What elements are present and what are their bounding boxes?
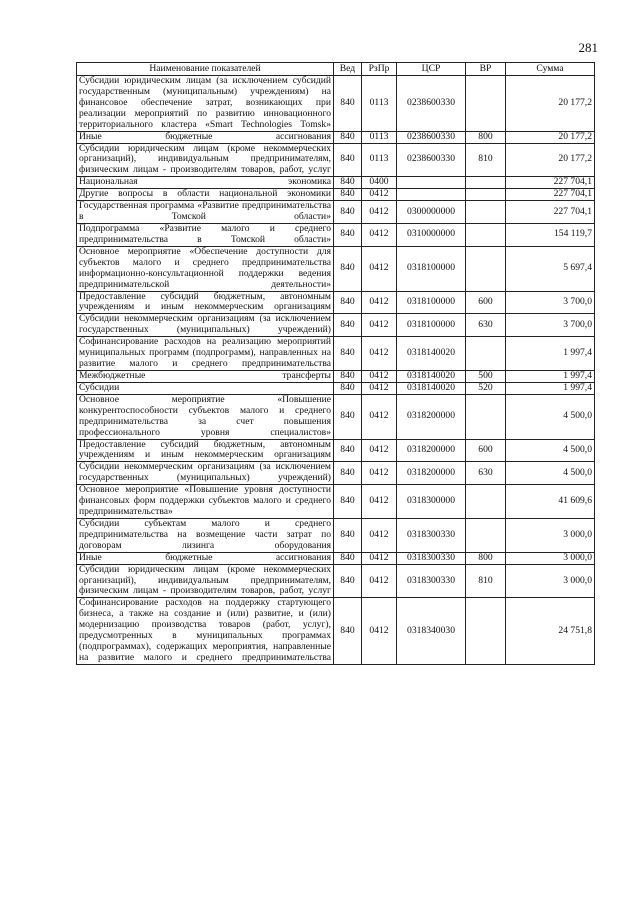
table-row — [77, 189, 595, 201]
cell-ved: 840 — [334, 131, 362, 143]
table-row — [77, 143, 595, 177]
cell-rzpr: 0412 — [362, 337, 397, 371]
cell-csr — [397, 177, 466, 189]
cell-vr: 520 — [466, 382, 506, 394]
cell-ved: 840 — [334, 439, 362, 462]
cell-ved: 840 — [334, 382, 362, 394]
table-row — [77, 131, 595, 143]
cell-sum: 3 000,0 — [506, 564, 595, 598]
cell-csr: 0238600330 — [397, 131, 466, 143]
cell-rzpr: 0412 — [362, 314, 397, 337]
cell-rzpr: 0412 — [362, 370, 397, 382]
cell-ved: 840 — [334, 314, 362, 337]
cell-vr: 630 — [466, 462, 506, 485]
cell-rzpr: 0412 — [362, 518, 397, 552]
cell-sum: 1 997,4 — [506, 370, 595, 382]
cell-sum: 227 704,1 — [506, 201, 595, 224]
cell-sum: 5 697,4 — [506, 246, 595, 291]
cell-name: Субсидии — [77, 382, 334, 394]
cell-csr: 0318340030 — [397, 598, 466, 665]
table-row — [77, 177, 595, 189]
cell-ved: 840 — [334, 337, 362, 371]
cell-sum: 20 177,2 — [506, 76, 595, 132]
cell-csr: 0318200000 — [397, 462, 466, 485]
cell-sum: 20 177,2 — [506, 131, 595, 143]
cell-vr — [466, 177, 506, 189]
cell-name: Субсидии юридическим лицам (кроме некоммерческих организаций), индивидуальным предпринимателям, физическим лицам - производителям товаров, работ, услуг — [77, 564, 334, 598]
header-ved: Вед — [334, 63, 362, 76]
cell-name: Субсидии юридическим лицам (за исключением субсидий государственным (муниципальным) учреждениям) на финансовое обеспечение затрат, возникающих при реализации мероприятий по развитию инновационного территориального кластера «Smart Technologies Tomsk» — [77, 76, 334, 132]
cell-csr: 0300000000 — [397, 201, 466, 224]
cell-rzpr: 0412 — [362, 462, 397, 485]
cell-rzpr: 0412 — [362, 189, 397, 201]
cell-name: Подпрограмма «Развитие малого и среднего предпринимательства в Томской области» — [77, 223, 334, 246]
header-name: Наименование показателей — [77, 63, 334, 76]
cell-sum: 24 751,8 — [506, 598, 595, 665]
cell-vr — [466, 76, 506, 132]
table-row — [77, 370, 595, 382]
cell-ved: 840 — [334, 189, 362, 201]
cell-sum: 3 000,0 — [506, 518, 595, 552]
cell-csr: 0318300330 — [397, 552, 466, 564]
cell-vr — [466, 337, 506, 371]
cell-sum: 1 997,4 — [506, 337, 595, 371]
table-row — [77, 598, 595, 665]
table-row — [77, 394, 595, 439]
cell-name: Субсидии юридическим лицам (кроме некоммерческих организаций), индивидуальным предпринимателям, физическим лицам - производителям товаров, работ, услуг — [77, 143, 334, 177]
cell-vr: 800 — [466, 131, 506, 143]
cell-rzpr: 0412 — [362, 439, 397, 462]
cell-name: Предоставление субсидий бюджетным, автономным учреждениям и иным некоммерческим организациям — [77, 291, 334, 314]
table-row — [77, 291, 595, 314]
cell-sum: 1 997,4 — [506, 382, 595, 394]
cell-ved: 840 — [334, 552, 362, 564]
cell-rzpr: 0412 — [362, 223, 397, 246]
cell-sum: 41 609,6 — [506, 485, 595, 519]
cell-ved: 840 — [334, 564, 362, 598]
cell-sum: 3 000,0 — [506, 552, 595, 564]
cell-ved: 840 — [334, 394, 362, 439]
cell-sum: 154 119,7 — [506, 223, 595, 246]
cell-csr: 0238600330 — [397, 76, 466, 132]
cell-sum: 227 704,1 — [506, 189, 595, 201]
header-rzpr: РзПр — [362, 63, 397, 76]
cell-name: Субсидии некоммерческим организациям (за исключением государственных (муниципальных) учреждений) — [77, 462, 334, 485]
cell-ved: 840 — [334, 462, 362, 485]
cell-csr: 0318200000 — [397, 439, 466, 462]
cell-csr: 0318300000 — [397, 485, 466, 519]
cell-rzpr: 0412 — [362, 201, 397, 224]
cell-name: Национальная экономика — [77, 177, 334, 189]
table-row — [77, 439, 595, 462]
cell-ved: 840 — [334, 76, 362, 132]
cell-csr: 0318300330 — [397, 518, 466, 552]
table-row — [77, 564, 595, 598]
cell-rzpr: 0113 — [362, 143, 397, 177]
cell-name: Субсидии некоммерческим организациям (за исключением государственных (муниципальных) учреждений) — [77, 314, 334, 337]
cell-rzpr: 0113 — [362, 76, 397, 132]
cell-ved: 840 — [334, 177, 362, 189]
cell-name: Софинансирование расходов на поддержку стартующего бизнеса, а также на создание и (или) развитие, и (или) модернизацию производства товаров (работ, услуг), предусмотренных в муниципальных программах (подпрограммах), содержащих мероприятия, направленные на развитие малого и среднего предпринимательства — [77, 598, 334, 665]
cell-vr: 500 — [466, 370, 506, 382]
cell-sum: 3 700,0 — [506, 291, 595, 314]
cell-sum: 227 704,1 — [506, 177, 595, 189]
cell-name: Основное мероприятие «Повышение конкурентоспособности субъектов малого и среднего предпринимательства за счет повышения профессионального уровня специалистов» — [77, 394, 334, 439]
cell-vr — [466, 223, 506, 246]
table-header-row — [77, 63, 595, 76]
cell-vr: 800 — [466, 552, 506, 564]
cell-rzpr: 0412 — [362, 382, 397, 394]
cell-vr — [466, 201, 506, 224]
cell-csr: 0318140020 — [397, 382, 466, 394]
cell-ved: 840 — [334, 291, 362, 314]
table-row — [77, 485, 595, 519]
cell-rzpr: 0412 — [362, 564, 397, 598]
cell-csr — [397, 189, 466, 201]
cell-ved: 840 — [334, 598, 362, 665]
cell-ved: 840 — [334, 223, 362, 246]
cell-csr: 0318140020 — [397, 337, 466, 371]
cell-vr: 630 — [466, 314, 506, 337]
cell-sum: 4 500,0 — [506, 394, 595, 439]
table-row — [77, 518, 595, 552]
table-row — [77, 337, 595, 371]
cell-vr — [466, 246, 506, 291]
header-sum: Сумма — [506, 63, 595, 76]
table-row — [77, 223, 595, 246]
cell-name: Иные бюджетные ассигнования — [77, 552, 334, 564]
cell-name: Межбюджетные трансферты — [77, 370, 334, 382]
cell-rzpr: 0412 — [362, 552, 397, 564]
cell-vr — [466, 598, 506, 665]
cell-ved: 840 — [334, 201, 362, 224]
cell-vr — [466, 485, 506, 519]
cell-rzpr: 0400 — [362, 177, 397, 189]
cell-ved: 840 — [334, 246, 362, 291]
cell-name: Софинансирование расходов на реализацию мероприятий муниципальных программ (подпрограмм), направленных на развитие малого и среднего предпринимательства — [77, 337, 334, 371]
cell-name: Иные бюджетные ассигнования — [77, 131, 334, 143]
cell-csr: 0238600330 — [397, 143, 466, 177]
table-row — [77, 314, 595, 337]
cell-sum: 4 500,0 — [506, 462, 595, 485]
table-row — [77, 76, 595, 132]
cell-name: Предоставление субсидий бюджетным, автономным учреждениям и иным некоммерческим организациям — [77, 439, 334, 462]
cell-rzpr: 0412 — [362, 598, 397, 665]
cell-name: Другие вопросы в области национальной экономики — [77, 189, 334, 201]
header-csr: ЦСР — [397, 63, 466, 76]
cell-vr: 600 — [466, 291, 506, 314]
table-row — [77, 462, 595, 485]
cell-vr: 810 — [466, 564, 506, 598]
cell-ved: 840 — [334, 518, 362, 552]
cell-csr: 0318100000 — [397, 291, 466, 314]
cell-name: Государственная программа «Развитие предпринимательства в Томской области» — [77, 201, 334, 224]
cell-ved: 840 — [334, 485, 362, 519]
cell-csr: 0318100000 — [397, 246, 466, 291]
table-row — [77, 552, 595, 564]
cell-rzpr: 0412 — [362, 485, 397, 519]
budget-table — [76, 62, 595, 665]
cell-csr: 0310000000 — [397, 223, 466, 246]
cell-name: Основное мероприятие «Повышение уровня доступности финансовых форм поддержки субъектов малого и среднего предпринимательства» — [77, 485, 334, 519]
table-row — [77, 201, 595, 224]
table-row — [77, 246, 595, 291]
table-row — [77, 382, 595, 394]
cell-rzpr: 0412 — [362, 246, 397, 291]
cell-vr: 810 — [466, 143, 506, 177]
cell-vr — [466, 394, 506, 439]
cell-csr: 0318100000 — [397, 314, 466, 337]
cell-rzpr: 0412 — [362, 291, 397, 314]
cell-ved: 840 — [334, 370, 362, 382]
header-vr: ВР — [466, 63, 506, 76]
cell-ved: 840 — [334, 143, 362, 177]
cell-rzpr: 0113 — [362, 131, 397, 143]
cell-csr: 0318140020 — [397, 370, 466, 382]
cell-name: Основное мероприятие «Обеспечение доступности для субъектов малого и среднего предпринимательства информационно-консультационной поддержки ведения предпринимательской деятельности» — [77, 246, 334, 291]
cell-vr: 600 — [466, 439, 506, 462]
cell-name: Субсидии субъектам малого и среднего предпринимательства на возмещение части затрат по договорам лизинга оборудования — [77, 518, 334, 552]
cell-sum: 20 177,2 — [506, 143, 595, 177]
page-number: 281 — [578, 40, 598, 55]
cell-csr: 0318300330 — [397, 564, 466, 598]
cell-vr — [466, 189, 506, 201]
cell-rzpr: 0412 — [362, 394, 397, 439]
cell-csr: 0318200000 — [397, 394, 466, 439]
cell-sum: 4 500,0 — [506, 439, 595, 462]
cell-vr — [466, 518, 506, 552]
cell-sum: 3 700,0 — [506, 314, 595, 337]
